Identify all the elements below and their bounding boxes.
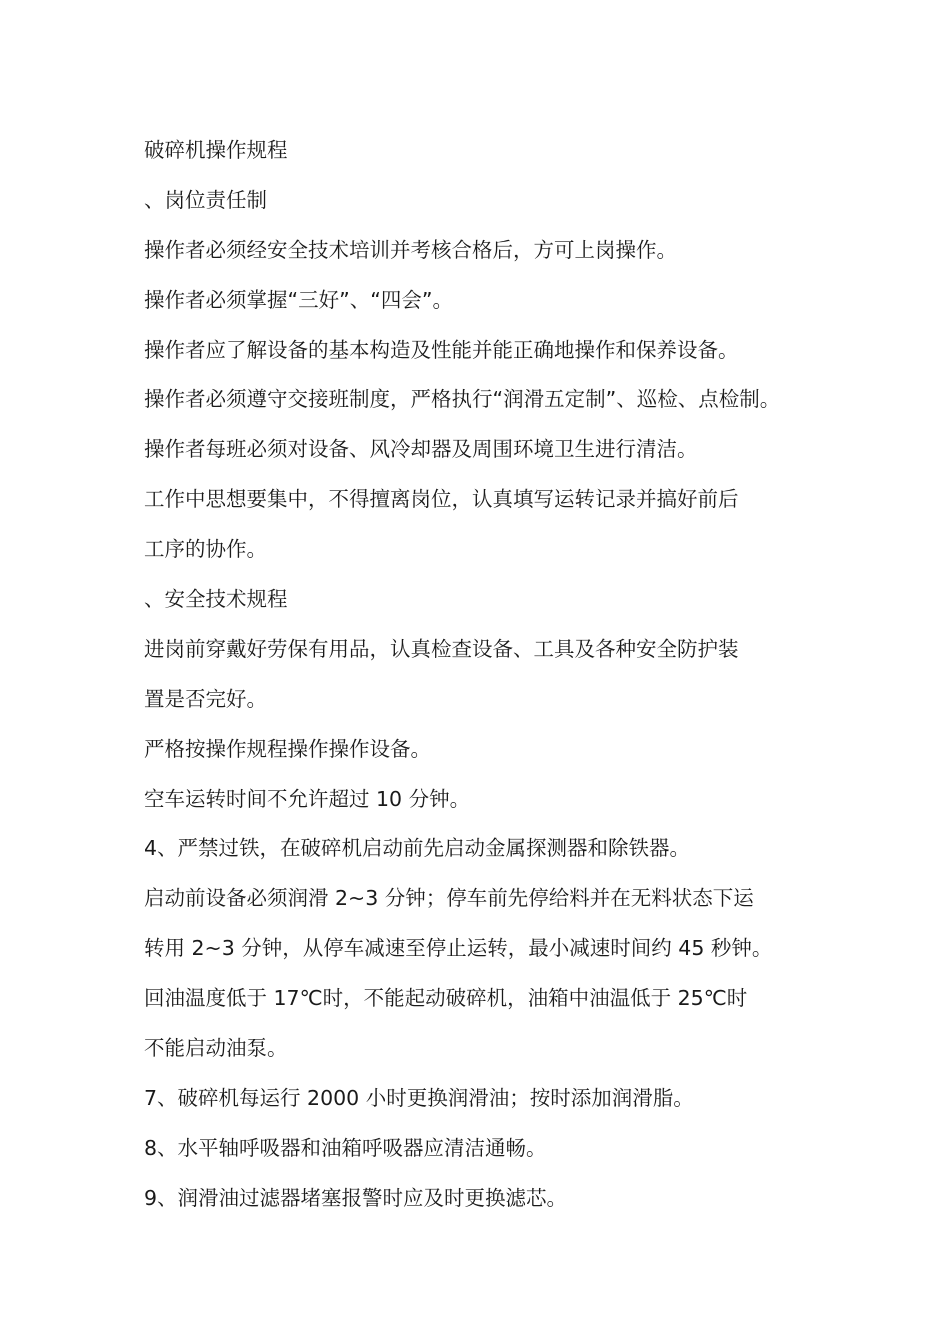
paragraph-line: 进岗前穿戴好劳保有用品，认真检查设备、工具及各种安全防护装 [144,636,739,661]
paragraph-line: 不能启动油泵。 [144,1036,288,1061]
paragraph-line: 工序的协作。 [144,537,267,562]
section-heading-safety-rules: 、安全技术规程 [144,587,288,612]
document-title: 破碎机操作规程 [144,138,288,162]
document-body [144,126,844,1224]
paragraph-line: 置是否完好。 [144,686,267,711]
paragraph-line: 转用 2~3 分钟，从停车减速至停止运转，最小减速时间约 45 秒钟。 [144,936,773,961]
paragraph-line: 9、润滑油过滤器堵塞报警时应及时更换滤芯。 [144,1185,568,1210]
paragraph-line: 严格按操作规程操作操作设备。 [144,736,431,761]
paragraph-line: 空车运转时间不允许超过 10 分钟。 [144,786,471,811]
paragraph-line: 8、水平轴呼吸器和油箱呼吸器应清洁通畅。 [144,1135,547,1160]
paragraph-line: 操作者必须掌握“三好”、“四会”。 [144,287,453,312]
paragraph-line: 4、严禁过铁，在破碎机启动前先启动金属探测器和除铁器。 [144,836,691,861]
paragraph-line: 启动前设备必须润滑 2~3 分钟；停车前先停给料并在无料状态下运 [144,886,754,911]
paragraph-line: 操作者必须遵守交接班制度，严格执行“润滑五定制”、巡检、点检制。 [144,387,781,412]
paragraph-line: 7、破碎机每运行 2000 小时更换润滑油；按时添加润滑脂。 [144,1085,694,1110]
paragraph-line: 回油温度低于 17℃时，不能起动破碎机，油箱中油温低于 25℃时 [144,986,748,1011]
section-heading-job-responsibility: 、岗位责任制 [144,187,267,212]
paragraph-line: 操作者应了解设备的基本构造及性能并能正确地操作和保养设备。 [144,337,739,362]
paragraph-line: 操作者每班必须对设备、风冷却器及周围环境卫生进行清洁。 [144,437,698,462]
paragraph-line: 操作者必须经安全技术培训并考核合格后，方可上岗操作。 [144,237,677,262]
paragraph-line: 工作中思想要集中，不得擅离岗位，认真填写运转记录并搞好前后 [144,487,739,512]
